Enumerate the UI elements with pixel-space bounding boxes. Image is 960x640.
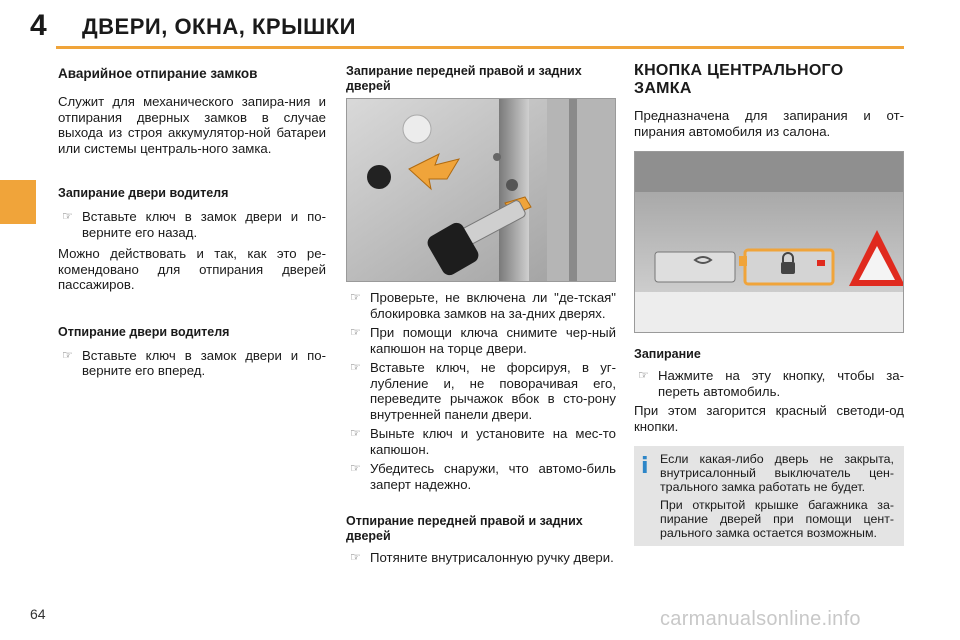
driver-unlock-heading: Отпирание двери водителя: [58, 324, 230, 339]
header-rule: [56, 46, 904, 49]
emergency-unlock-heading: Аварийное отпирание замков: [58, 66, 258, 81]
column-left: [58, 60, 326, 379]
bullet-text: При помощи ключа снимите чер-ный капюшон на торце двери.: [370, 325, 616, 356]
rear-lock-step-3: [346, 360, 616, 422]
bullet-text: Нажмите на эту кнопку, чтобы за-переть автомобиль.: [658, 368, 904, 399]
column-right: [634, 60, 904, 546]
rear-unlock-bullet: [346, 550, 616, 566]
info-text-2: При открытой крышке багажника за-пирание дверей при помощи цент-рального замка остается возможным.: [660, 498, 894, 540]
driver-lock-note: Можно действовать и так, как это ре-комендовано для отпирания дверей пассажиров.: [58, 246, 326, 292]
page-number: 64: [30, 606, 46, 622]
bullet-text: Вставьте ключ в замок двери и по-верните его назад.: [82, 209, 326, 240]
bullet-text: Вставьте ключ, не форсируя, в уг-лубление и, не поворачивая его, переведите рычажок вбок в сто-рону внутренней панели двери.: [370, 360, 616, 422]
central-lock-heading: КНОПКА ЦЕНТРАЛЬНОГО ЗАМКА: [634, 62, 844, 97]
arrow-bullet-icon: ☞: [638, 368, 649, 382]
lock-heading: Запирание: [634, 347, 701, 361]
rear-lock-step-1: [346, 290, 616, 321]
bullet-text: Потяните внутрисалонную ручку двери.: [370, 550, 614, 565]
column-middle: [346, 60, 616, 566]
rear-unlock-heading: Отпирание передней правой и задних дверей: [346, 514, 583, 543]
arrow-bullet-icon: ☞: [350, 325, 361, 339]
bullet-text: Выньте ключ и установите на мес-то капюшон.: [370, 426, 616, 457]
emergency-unlock-text: Служит для механического запира-ния и отпирания дверных замков в случае выхода из строя аккумулятор-ной батареи или системы централь-ного замка.: [58, 94, 326, 156]
driver-lock-heading: Запирание двери водителя: [58, 186, 229, 200]
arrow-bullet-icon: ☞: [350, 461, 361, 475]
info-box: [634, 446, 904, 546]
rear-lock-step-5: [346, 461, 616, 492]
driver-lock-bullet: [58, 209, 326, 240]
central-lock-intro: Предназначена для запирания и от-пирания автомобиля из салона.: [634, 108, 904, 139]
lock-bullet: [634, 368, 904, 399]
rear-lock-step-2: [346, 325, 616, 356]
arrow-bullet-icon: ☞: [350, 360, 361, 374]
door-lock-photo: [346, 98, 616, 282]
bullet-text: Убедитесь снаружи, что автомо-биль заперт надежно.: [370, 461, 616, 492]
driver-unlock-bullet: [58, 348, 326, 379]
chapter-side-tab: [0, 180, 36, 224]
info-text-1: Если какая-либо дверь не закрыта, внутрисалонный выключатель цен-трального замка работать не будет.: [660, 452, 894, 494]
bullet-text: Проверьте, не включена ли "де-тская" блокировка замков на за-дних дверях.: [370, 290, 616, 321]
info-icon: i: [641, 454, 649, 479]
chapter-title: ДВЕРИ, ОКНА, КРЫШКИ: [82, 14, 356, 39]
arrow-bullet-icon: ☞: [62, 209, 73, 223]
arrow-bullet-icon: ☞: [62, 347, 73, 362]
lock-note: При этом загорится красный светоди-од кнопки.: [634, 403, 904, 434]
arrow-bullet-icon: ☞: [350, 550, 361, 564]
arrow-bullet-icon: ☞: [350, 426, 361, 440]
bullet-text: Вставьте ключ в замок двери и по-верните его вперед.: [82, 347, 326, 378]
watermark: carmanualsonline.info: [660, 608, 861, 630]
chapter-number: 4: [30, 9, 47, 42]
central-lock-button-photo: [634, 151, 904, 333]
rear-lock-heading: Запирание передней правой и задних дверей: [346, 64, 582, 93]
arrow-bullet-icon: ☞: [350, 290, 361, 304]
rear-lock-step-4: [346, 426, 616, 457]
